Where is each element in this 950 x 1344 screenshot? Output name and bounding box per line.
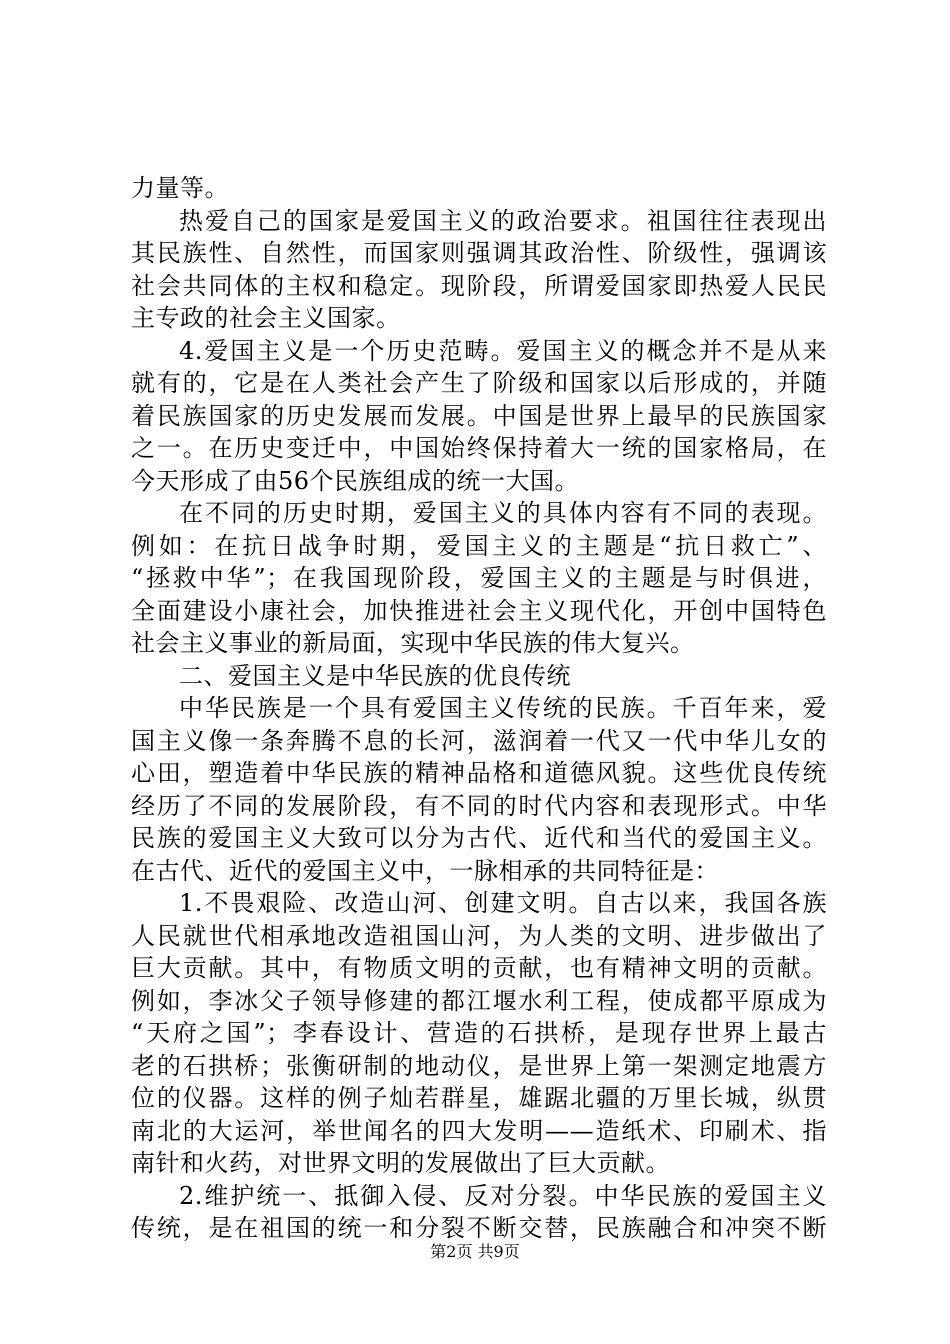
text-line: 2.维护统一、抵御入侵、反对分裂。中华民族的爱国主义 [179, 1181, 827, 1210]
text-line: 社会主义事业的新局面，实现中华民族的伟大复兴。 [131, 629, 695, 657]
text-line: 力量等。 [131, 174, 229, 202]
text-line: 位的仪器。这样的例子灿若群星，雄踞北疆的万里长城，纵贯 [131, 1084, 827, 1112]
text-line: 民族的爱国主义大致可以分为古代、近代和当代的爱国主义。 [131, 824, 827, 852]
text-line: 其民族性、自然性，而国家则强调其政治性、阶级性，强调该 [131, 239, 827, 267]
text-line: 例如：在抗日战争时期，爱国主义的主题是“抗日救亡”、 [131, 531, 827, 560]
text-line: “拯救中华”；在我国现阶段，爱国主义的主题是与时俱进， [131, 564, 827, 592]
text-line: 南针和火药，对世界文明的发展做出了巨大贡献。 [131, 1149, 670, 1177]
document-body [131, 172, 827, 1245]
text-line: 主专政的社会主义国家。 [131, 304, 401, 332]
text-line: 例如，李冰父子领导修建的都江堰水利工程，使成都平原成为 [131, 986, 827, 1015]
text-line: 经历了不同的发展阶段，有不同的时代内容和表现形式。中华 [131, 791, 827, 820]
text-line: “天府之国”；李春设计、营造的石拱桥，是现存世界上最古 [131, 1019, 827, 1047]
text-line: 巨大贡献。其中，有物质文明的贡献，也有精神文明的贡献。 [131, 954, 827, 982]
text-line: 老的石拱桥；张衡研制的地动仪，是世界上第一架测定地震方 [131, 1051, 827, 1080]
text-line: 今天形成了由56个民族组成的统一大国。 [131, 466, 580, 495]
text-line: 人民就世代相承地改造祖国山河，为人类的文明、进步做出了 [131, 921, 827, 950]
text-line: 着民族国家的历史发展而发展。中国是世界上最早的民族国家 [131, 401, 827, 430]
text-line: 国主义像一条奔腾不息的长河，滋润着一代又一代中华儿女的 [131, 726, 827, 755]
text-line: 在古代、近代的爱国主义中，一脉相承的共同特征是： [131, 856, 719, 885]
text-line: 社会共同体的主权和稳定。现阶段，所谓爱国家即热爱人民民 [131, 271, 827, 300]
text-line: 4.爱国主义是一个历史范畴。爱国主义的概念并不是从来 [179, 336, 827, 365]
text-line: 在不同的历史时期，爱国主义的具体内容有不同的表现。 [179, 499, 827, 527]
text-line: 传统，是在祖国的统一和分裂不断交替，民族融合和冲突不断 [131, 1214, 827, 1242]
text-line: 二、爱国主义是中华民族的优良传统 [179, 661, 571, 690]
text-line: 1.不畏艰险、改造山河、创建文明。自古以来，我国各族 [179, 889, 827, 917]
text-line: 南北的大运河，举世闻名的四大发明——造纸术、印刷术、指 [131, 1116, 827, 1145]
text-line: 热爱自己的国家是爱国主义的政治要求。祖国往往表现出 [179, 206, 827, 235]
page-footer: 第2页 共9页 [430, 1242, 520, 1261]
text-line: 之一。在历史变迁中，中国始终保持着大一统的国家格局，在 [131, 434, 827, 462]
text-line: 中华民族是一个具有爱国主义传统的民族。千百年来，爱 [179, 694, 827, 722]
text-line: 就有的，它是在人类社会产生了阶级和国家以后形成的，并随 [131, 369, 827, 397]
text-line: 心田，塑造着中华民族的精神品格和道德风貌。这些优良传统 [131, 759, 827, 787]
text-line: 全面建设小康社会，加快推进社会主义现代化，开创中国特色 [131, 596, 827, 625]
